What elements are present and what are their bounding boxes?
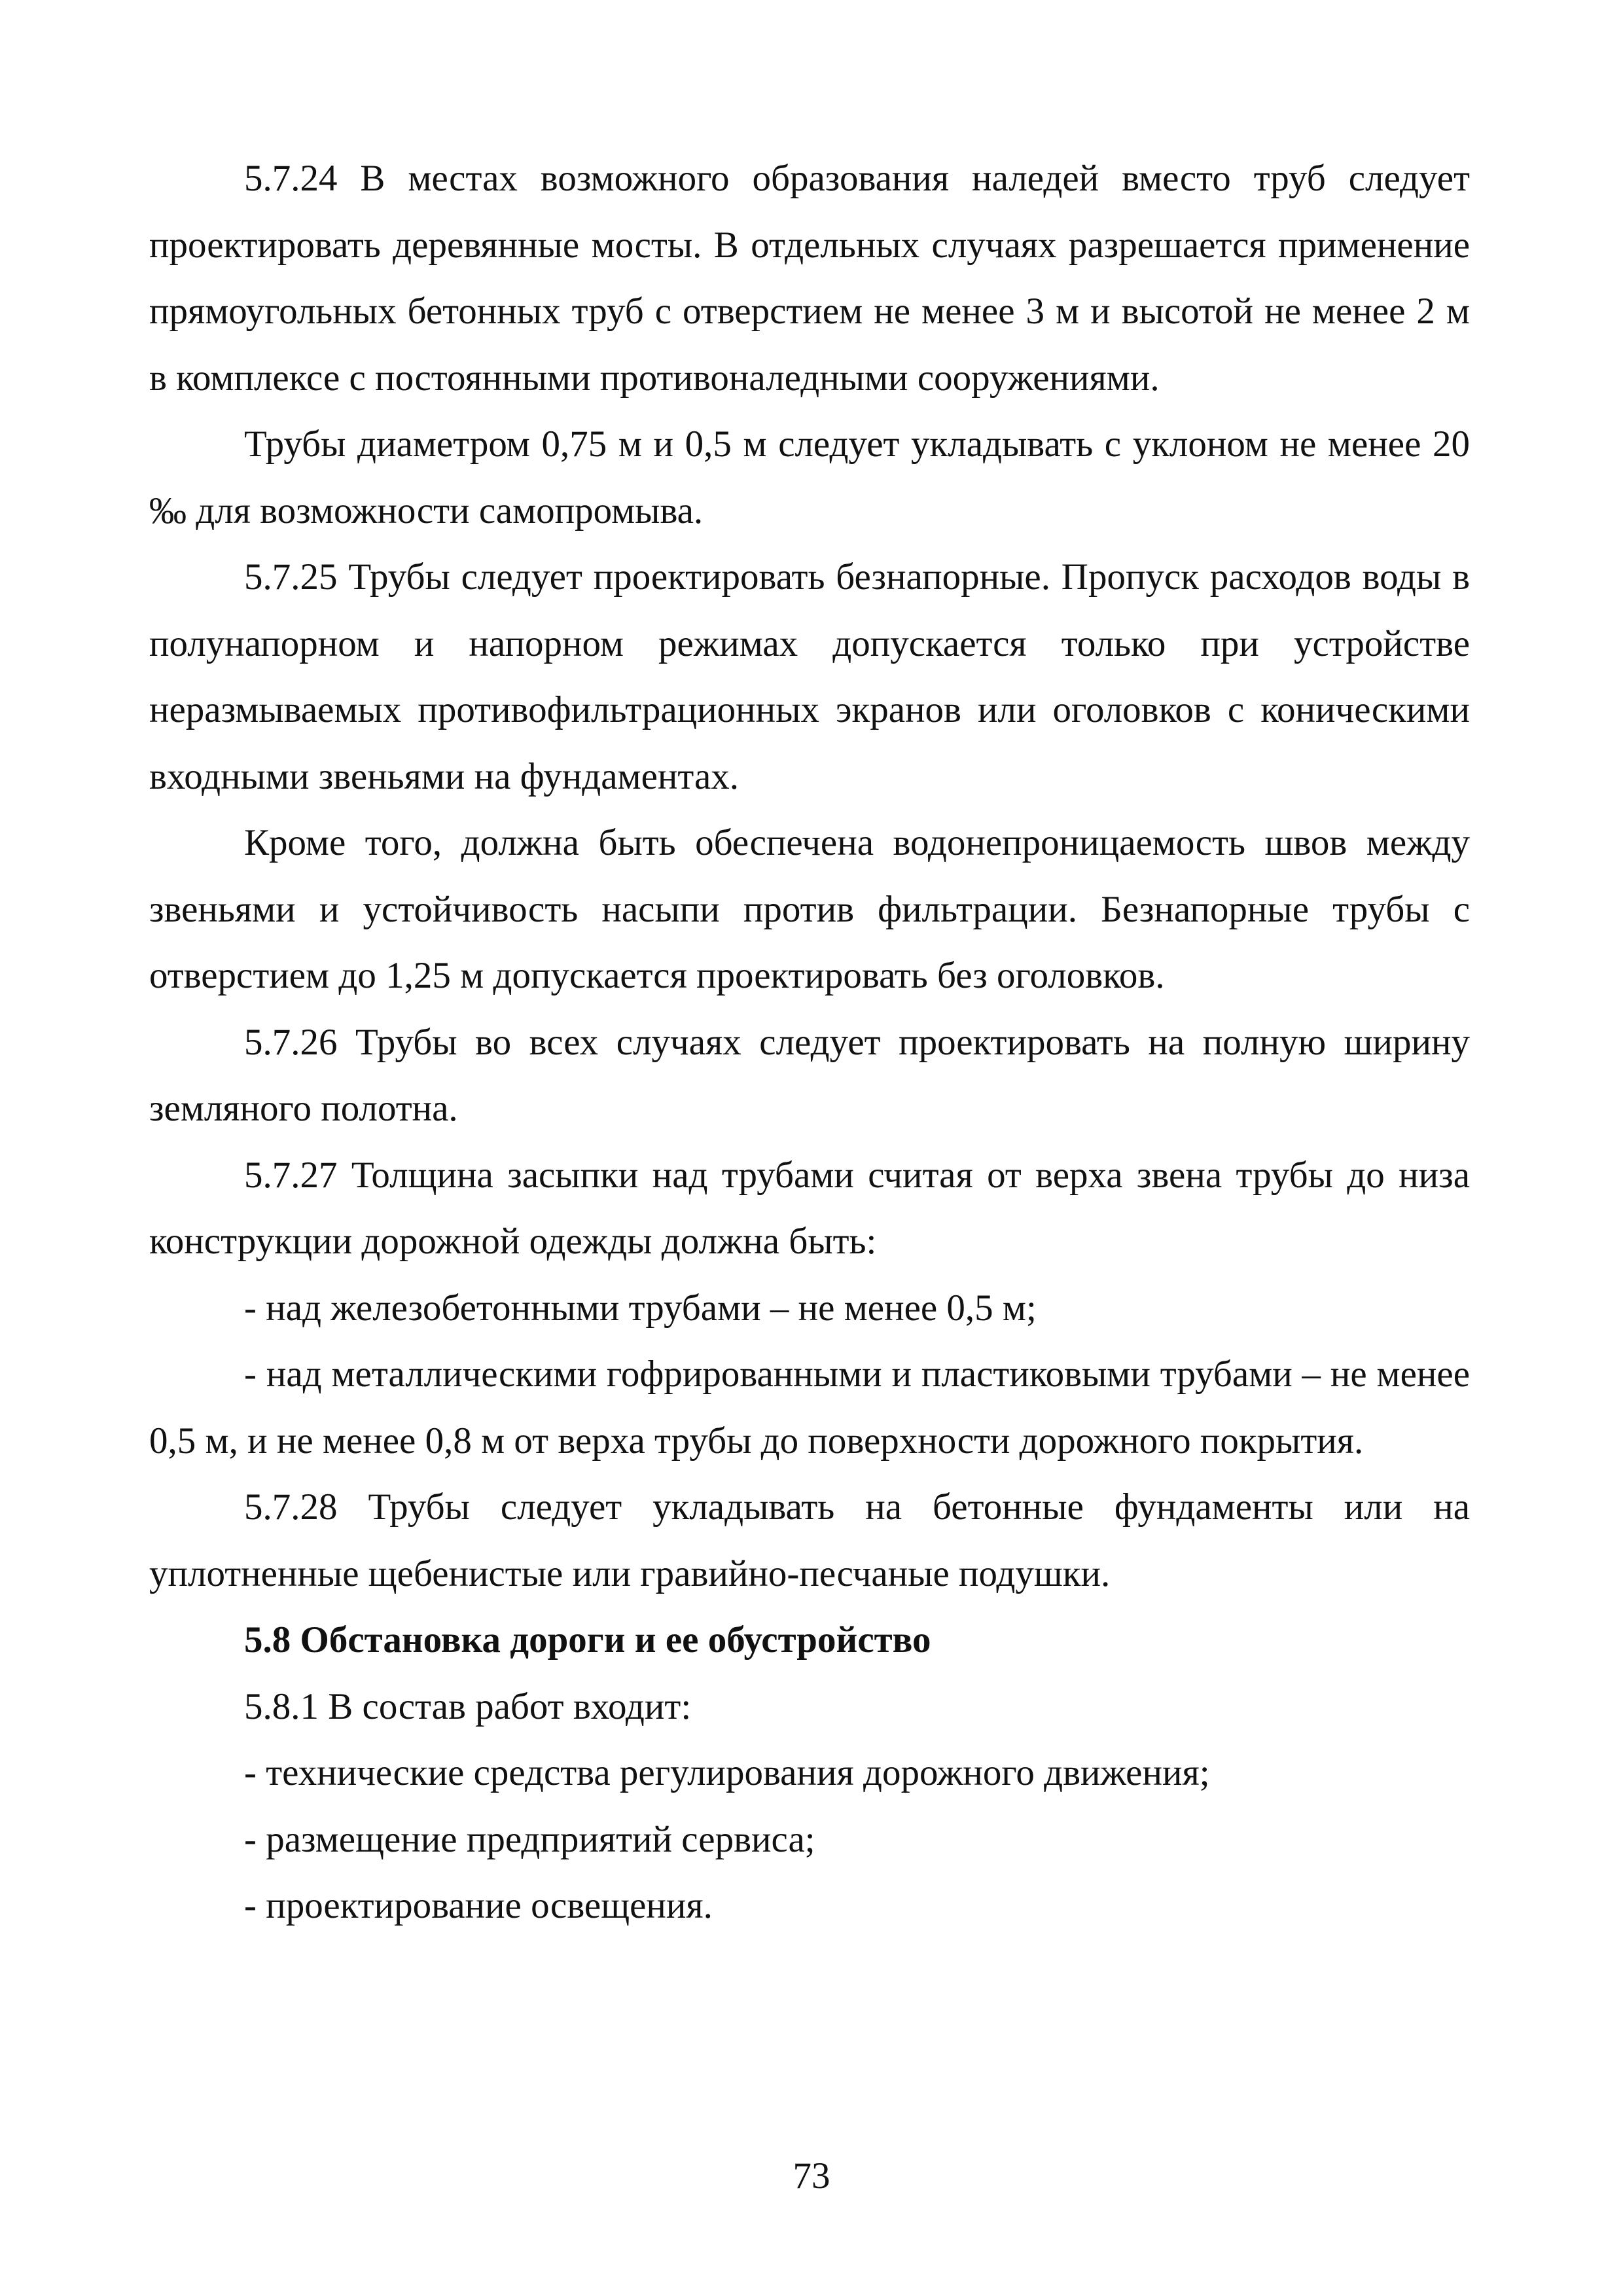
page-body: [149, 145, 1470, 1939]
paragraph-pipe-slope: Трубы диаметром 0,75 м и 0,5 м следует укладывать с уклоном не менее 20 ‰ для возможности самопромыва.: [149, 423, 1470, 531]
paragraph-5-7-24: 5.7.24 В местах возможного образования наледей вместо труб следует проектировать деревянные мосты. В отдельных случаях разрешается применение прямоугольных бетонных труб с отверстием не менее 3 м и высотой не менее 2 м в комплексе с постоянными противоналедными сооружениями.: [149, 158, 1470, 399]
paragraph-5-7-26: 5.7.26 Трубы во всех случаях следует проектировать на полную ширину земляного полотна.: [149, 1021, 1470, 1129]
paragraph-5-8-1: 5.8.1 В состав работ входит:: [244, 1685, 692, 1727]
list-item-service-facilities: - размещение предприятий сервиса;: [244, 1818, 815, 1860]
paragraph-5-7-27: 5.7.27 Толщина засыпки над трубами считая от верха звена трубы до низа конструкции дорожной одежды должна быть:: [149, 1154, 1470, 1262]
paragraph-5-7-28: 5.7.28 Трубы следует укладывать на бетонные фундаменты или на уплотненные щебенистые или гравийно-песчаные подушки.: [149, 1486, 1470, 1594]
list-item-lighting: - проектирование освещения.: [244, 1885, 713, 1926]
section-heading: 5.8 Обстановка дороги и ее обустройство: [244, 1619, 931, 1660]
list-item-metal-pipes: - над металлическими гофрированными и пластиковыми трубами – не менее 0,5 м, и не менее 0,8 м от верха трубы до поверхности дорожного покрытия.: [149, 1354, 1470, 1462]
paragraph-5-7-25: 5.7.25 Трубы следует проектировать безнапорные. Пропуск расходов воды в полунапорном и напорном режимах допускается только при устройстве неразмываемых противофильтрационных экранов или оголовков с коническими входными звеньями на фундаментах.: [149, 556, 1470, 797]
list-item-traffic-control: - технические средства регулирования дорожного движения;: [244, 1752, 1210, 1793]
list-item-concrete-pipes: - над железобетонными трубами – не менее 0,5 м;: [244, 1287, 1037, 1329]
paragraph-waterproofing: Кроме того, должна быть обеспечена водонепроницаемость швов между звеньями и устойчивость насыпи против фильтрации. Безнапорные трубы с отверстием до 1,25 м допускается проектировать без оголовков.: [149, 822, 1470, 996]
page-number: 73: [793, 2155, 830, 2197]
